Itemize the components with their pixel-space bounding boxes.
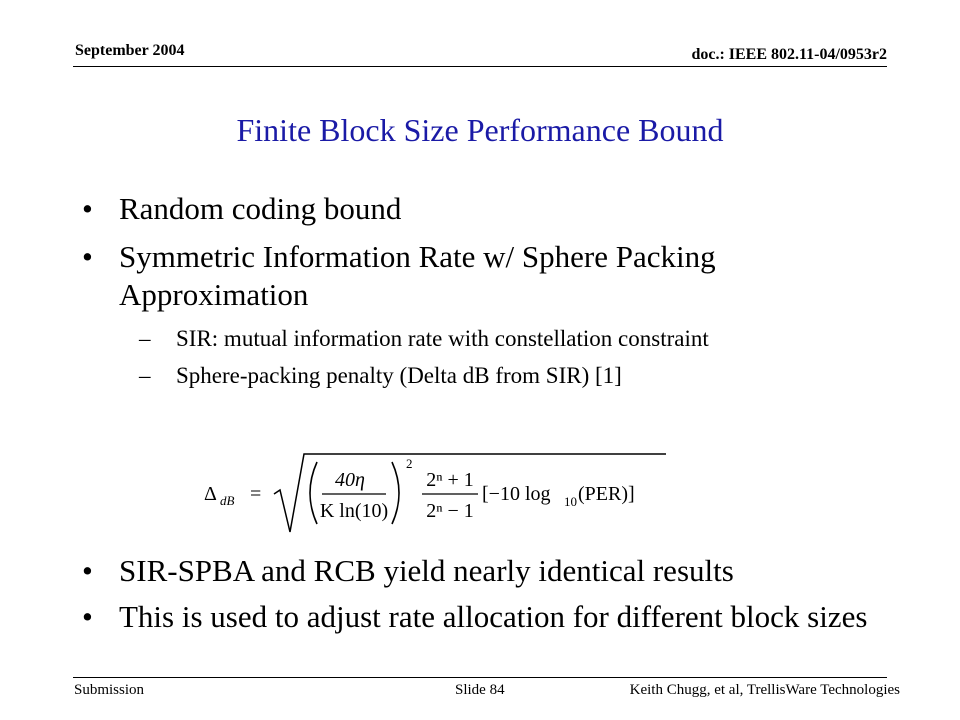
bullet-text: This is used to adjust rate allocation for different block sizes [119, 599, 868, 634]
bullet-item [82, 598, 882, 636]
formula-log-sub: 10 [564, 494, 577, 509]
bullet-marker: • [82, 599, 93, 634]
formula-bracket: [−10 log [482, 483, 551, 505]
sub-bullet-text: Sphere-packing penalty (Delta dB from SIR) [1] [176, 363, 622, 388]
formula-lhs: Δ [204, 483, 217, 505]
footer-authors: Keith Chugg, et al, TrellisWare Technologies [629, 682, 900, 698]
right-paren [392, 462, 399, 524]
exponent-two: 2 [406, 456, 413, 471]
sub-bullet-item [119, 363, 882, 388]
sphere-packing-formula [200, 448, 670, 538]
frac2-denominator: 2ⁿ − 1 [426, 500, 474, 522]
header-date: September 2004 [75, 42, 185, 59]
bullet-marker: • [82, 553, 93, 588]
footer-submission: Submission [74, 682, 145, 698]
footer-slide-number: Slide 84 [455, 682, 505, 698]
header-rule [73, 66, 887, 67]
frac1-numerator: 40η [335, 469, 365, 491]
bullet-text: Symmetric Information Rate w/ Sphere Packing Approximation [119, 239, 716, 312]
formula-equals: = [250, 483, 262, 505]
formula-lhs-sub: dB [220, 493, 235, 508]
frac1-denominator: K ln(10) [319, 500, 389, 522]
sub-bullet-item [119, 326, 882, 351]
slide-title: Finite Block Size Performance Bound [236, 112, 724, 148]
bullet-item [82, 190, 882, 228]
bullet-text: SIR-SPBA and RCB yield nearly identical results [119, 553, 734, 588]
frac2-numerator: 2ⁿ + 1 [426, 469, 474, 491]
header-doc-id: doc.: IEEE 802.11-04/0953r2 [691, 46, 887, 63]
bullet-item [82, 552, 882, 590]
footer-rule [73, 677, 887, 678]
bullet-marker: • [82, 191, 93, 226]
bullet-marker: • [82, 239, 93, 274]
dash-marker: – [139, 326, 151, 351]
bullet-list [82, 190, 882, 388]
bullet-item [82, 238, 882, 314]
dash-marker: – [139, 363, 151, 388]
left-paren [310, 462, 317, 524]
sub-bullet-text: SIR: mutual information rate with constellation constraint [176, 326, 709, 351]
formula-bracket-end: (PER)] [578, 483, 635, 505]
bullet-text: Random coding bound [119, 191, 402, 226]
bullet-list-lower [82, 552, 882, 636]
